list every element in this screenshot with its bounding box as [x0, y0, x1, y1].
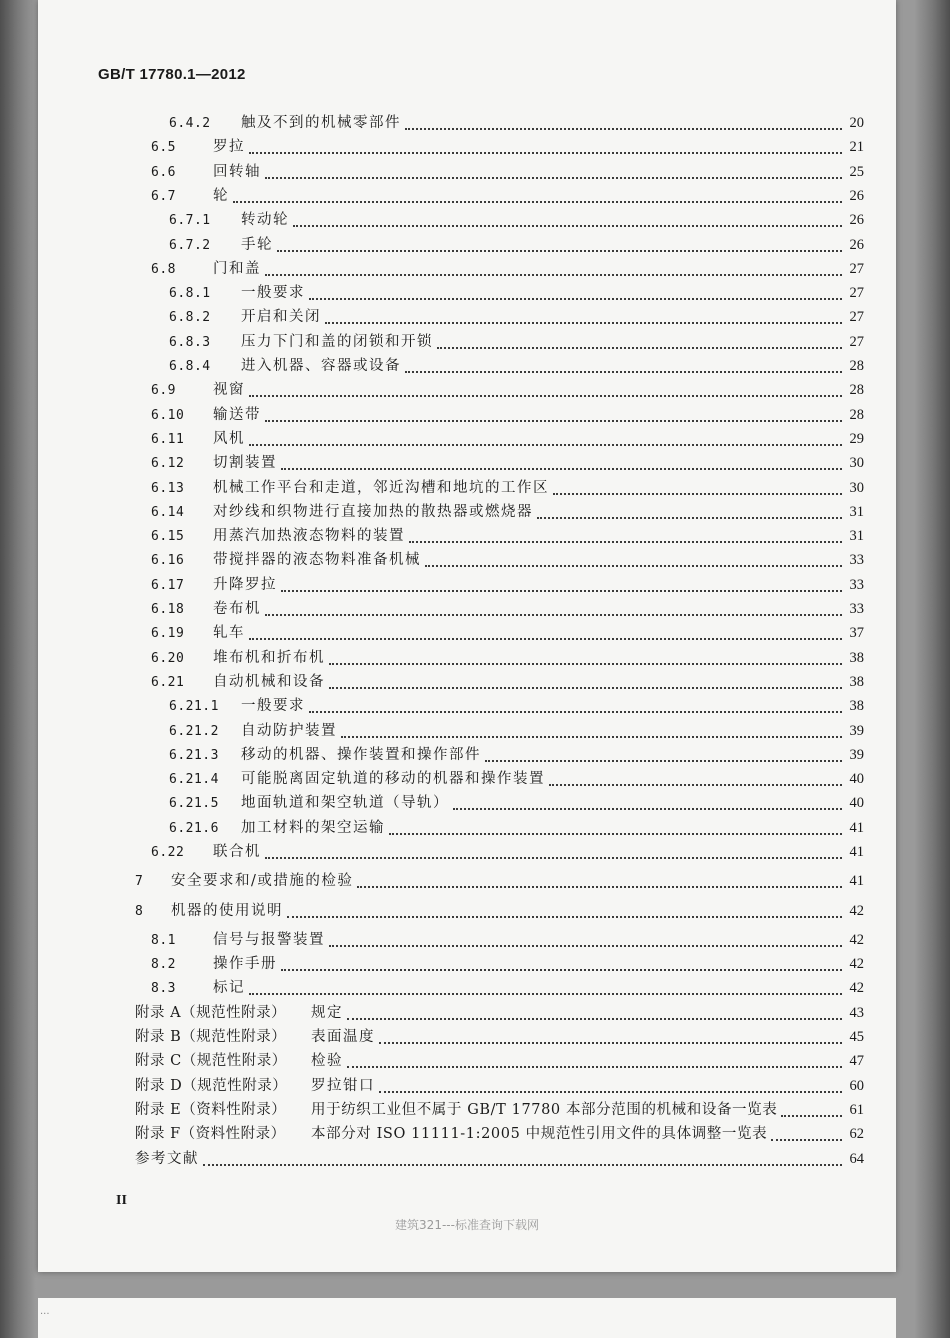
- toc-entry-number: 6.21.1: [169, 699, 219, 714]
- toc-entry-number: 6.14: [151, 505, 185, 520]
- toc-entry-page: 61: [849, 1102, 864, 1118]
- toc-entry-title: 回转轴: [213, 164, 261, 180]
- toc-entry-number: 6.20: [151, 651, 185, 666]
- toc-entry-page: 25: [849, 164, 864, 180]
- next-page-mark: ...: [40, 1306, 50, 1317]
- toc-entry-page: 45: [849, 1029, 864, 1045]
- toc-entry-number: 8: [135, 904, 144, 919]
- dot-leader: [549, 783, 842, 786]
- toc-entry[interactable]: [169, 767, 864, 791]
- toc-entry[interactable]: [151, 670, 864, 694]
- toc-entry-page: 39: [849, 747, 864, 763]
- toc-entry[interactable]: [169, 791, 864, 815]
- toc-entry-title: 地面轨道和架空轨道（导轨）: [241, 795, 449, 811]
- toc-entry-page: 47: [849, 1053, 864, 1069]
- toc-entry[interactable]: [135, 1074, 864, 1098]
- toc-entry-page: 38: [849, 650, 864, 666]
- toc-entry-number: 8.3: [151, 981, 176, 996]
- toc-entry-title: 可能脱离固定轨道的移动的机器和操作装置: [241, 771, 545, 787]
- toc-entry-title: 机械工作平台和走道，邻近沟槽和地坑的工作区: [213, 480, 549, 496]
- toc-entry-title: 机器的使用说明: [171, 903, 283, 919]
- toc-entry-number: 6.11: [151, 432, 185, 447]
- toc-entry-number: 6.7: [151, 189, 176, 204]
- toc-entry-page: 39: [849, 723, 864, 739]
- toc-entry[interactable]: [169, 111, 864, 135]
- toc-entry[interactable]: [151, 548, 864, 572]
- toc-entry-page: 30: [849, 455, 864, 471]
- toc-entry-title: 开启和关闭: [241, 309, 321, 325]
- toc-entry-title: 切割装置: [213, 455, 277, 471]
- toc-entry[interactable]: [135, 1122, 864, 1146]
- toc-entry-page: 42: [849, 956, 864, 972]
- toc-entry[interactable]: [169, 208, 864, 232]
- toc-entry-title: 进入机器、容器或设备: [241, 358, 401, 374]
- dot-leader: [287, 915, 842, 918]
- toc-entry-title: 输送带: [213, 407, 261, 423]
- toc-entry-page: 26: [849, 237, 864, 253]
- toc-entry-title: 对纱线和织物进行直接加热的散热器或燃烧器: [213, 504, 533, 520]
- toc-entry-number: 7: [135, 874, 144, 889]
- toc-entry-number: 6.21.4: [169, 772, 219, 787]
- dot-leader: [537, 516, 842, 519]
- toc-entry[interactable]: [151, 135, 864, 159]
- toc-entry-number: 6.8: [151, 262, 176, 277]
- dot-leader: [347, 1065, 842, 1068]
- toc-entry-title: 罗拉: [213, 139, 245, 155]
- dot-leader: [379, 1041, 842, 1044]
- toc-entry-page: 42: [849, 903, 864, 919]
- toc-entry-number: 6.13: [151, 481, 185, 496]
- next-page-edge: [38, 1298, 896, 1338]
- toc-entry-page: 60: [849, 1078, 864, 1094]
- toc-entry-title: 自动防护装置: [241, 723, 337, 739]
- toc-entry-title: 本部分对 ISO 11111-1:2005 中规范性引用文件的具体调整一览表: [311, 1126, 768, 1142]
- dot-leader: [265, 856, 842, 859]
- dot-leader: [409, 540, 842, 543]
- toc-entry[interactable]: [151, 378, 864, 402]
- toc-entry[interactable]: [135, 1147, 864, 1171]
- toc-entry-page: 26: [849, 212, 864, 228]
- toc-entry-title: 信号与报警装置: [213, 932, 325, 948]
- dot-leader: [249, 151, 842, 154]
- toc-entry-number: 6.8.3: [169, 335, 211, 350]
- dot-leader: [329, 686, 842, 689]
- toc-entry-number: 8.1: [151, 933, 176, 948]
- dot-leader: [453, 807, 842, 810]
- toc-entry-number: 6.8.4: [169, 359, 211, 374]
- dot-leader: [309, 710, 842, 713]
- dot-leader: [249, 443, 842, 446]
- toc-entry-number: 6.21.5: [169, 796, 219, 811]
- toc-entry-page: 33: [849, 601, 864, 617]
- toc-entry-page: 30: [849, 480, 864, 496]
- toc-entry[interactable]: [135, 899, 864, 923]
- dot-leader: [281, 968, 842, 971]
- toc-entry[interactable]: [151, 451, 864, 475]
- toc-entry[interactable]: [151, 476, 864, 500]
- toc-entry-page: 33: [849, 577, 864, 593]
- toc-entry-title: 带搅拌器的液态物料准备机械: [213, 552, 421, 568]
- toc-entry-title: 标记: [213, 980, 245, 996]
- toc-entry[interactable]: [151, 976, 864, 1000]
- toc-entry-page: 42: [849, 980, 864, 996]
- dot-leader: [329, 662, 842, 665]
- dot-leader: [771, 1138, 842, 1141]
- dot-leader: [233, 200, 842, 203]
- dot-leader: [437, 346, 842, 349]
- standard-header: GB/T 17780.1—2012: [98, 66, 246, 83]
- toc-entry-title: 触及不到的机械零部件: [241, 115, 401, 131]
- toc-entry-number: 6.8.1: [169, 286, 211, 301]
- toc-entry-page: 62: [849, 1126, 864, 1142]
- toc-entry-page: 28: [849, 382, 864, 398]
- toc-entry-page: 43: [849, 1005, 864, 1021]
- dot-leader: [389, 832, 842, 835]
- dot-leader: [347, 1017, 842, 1020]
- toc-entry[interactable]: [169, 694, 864, 718]
- toc-entry-number: 6.21.2: [169, 724, 219, 739]
- dot-leader: [281, 589, 842, 592]
- toc-entry[interactable]: [151, 427, 864, 451]
- toc-entry-page: 27: [849, 334, 864, 350]
- dot-leader: [309, 297, 842, 300]
- toc-entry-number: 6.7.2: [169, 238, 211, 253]
- toc-entry-page: 27: [849, 309, 864, 325]
- dot-leader: [293, 224, 842, 227]
- toc-entry-title: 检验: [311, 1053, 343, 1069]
- toc-entry[interactable]: [151, 646, 864, 670]
- toc-entry-number: 6.5: [151, 140, 176, 155]
- toc-entry-page: 41: [849, 820, 864, 836]
- toc-entry-title: 操作手册: [213, 956, 277, 972]
- toc-entry-page: 26: [849, 188, 864, 204]
- dot-leader: [249, 992, 842, 995]
- dot-leader: [281, 467, 842, 470]
- toc-entry-number: 附录 F（资料性附录）: [135, 1126, 286, 1142]
- toc-entry-title: 轮: [213, 188, 229, 204]
- toc-entry-page: 20: [849, 115, 864, 131]
- dot-leader: [265, 273, 842, 276]
- toc-entry[interactable]: [169, 233, 864, 257]
- toc-entry-title: 参考文献: [135, 1151, 199, 1167]
- toc-entry-title: 堆布机和折布机: [213, 650, 325, 666]
- toc-entry-title: 用蒸汽加热液态物料的装置: [213, 528, 405, 544]
- toc-entry-number: 8.2: [151, 957, 176, 972]
- toc-entry-number: 6.9: [151, 383, 176, 398]
- toc-entry[interactable]: [135, 869, 864, 893]
- toc-entry-number: 6.21.6: [169, 821, 219, 836]
- toc-entry[interactable]: [169, 816, 864, 840]
- toc-entry-number: 6.6: [151, 165, 176, 180]
- dot-leader: [781, 1114, 842, 1117]
- toc-entry[interactable]: [169, 743, 864, 767]
- document-page: [38, 0, 896, 1272]
- toc-entry[interactable]: [151, 524, 864, 548]
- toc-entry[interactable]: [135, 1049, 864, 1073]
- dot-leader: [277, 249, 842, 252]
- toc-entry-title: 罗拉钳口: [311, 1078, 375, 1094]
- toc-entry-page: 21: [849, 139, 864, 155]
- toc-entry-title: 安全要求和/或措施的检验: [171, 873, 354, 889]
- toc-entry[interactable]: [151, 621, 864, 645]
- dot-leader: [329, 944, 842, 947]
- dot-leader: [405, 370, 842, 373]
- toc-entry-number: 6.21: [151, 675, 185, 690]
- toc-entry-number: 6.7.1: [169, 213, 211, 228]
- toc-entry[interactable]: [151, 184, 864, 208]
- toc-entry[interactable]: [151, 403, 864, 427]
- toc-entry-title: 规定: [311, 1005, 343, 1021]
- toc-entry-title: 卷布机: [213, 601, 261, 617]
- toc-entry-number: 6.17: [151, 578, 185, 593]
- toc-entry-title: 升降罗拉: [213, 577, 277, 593]
- toc-entry[interactable]: [169, 330, 864, 354]
- toc-entry-title: 压力下门和盖的闭锁和开锁: [241, 334, 433, 350]
- dot-leader: [553, 492, 842, 495]
- toc-entry[interactable]: [135, 1025, 864, 1049]
- toc-entry[interactable]: [135, 1098, 864, 1122]
- dot-leader: [249, 394, 842, 397]
- toc-entry-title: 手轮: [241, 237, 273, 253]
- toc-entry-title: 联合机: [213, 844, 261, 860]
- toc-entry-page: 27: [849, 261, 864, 277]
- toc-entry-title: 一般要求: [241, 285, 305, 301]
- toc-entry[interactable]: [151, 500, 864, 524]
- toc-entry-title: 转动轮: [241, 212, 289, 228]
- dot-leader: [405, 127, 842, 130]
- toc-entry-title: 一般要求: [241, 698, 305, 714]
- toc-entry-title: 视窗: [213, 382, 245, 398]
- dot-leader: [357, 885, 842, 888]
- toc-entry-title: 表面温度: [311, 1029, 375, 1045]
- dot-leader: [203, 1163, 842, 1166]
- toc-entry-title: 自动机械和设备: [213, 674, 325, 690]
- toc-entry-page: 40: [849, 795, 864, 811]
- toc-entry[interactable]: [151, 257, 864, 281]
- toc-entry-page: 28: [849, 407, 864, 423]
- toc-entry[interactable]: [151, 928, 864, 952]
- toc-entry[interactable]: [151, 160, 864, 184]
- dot-leader: [341, 735, 842, 738]
- dot-leader: [379, 1090, 842, 1093]
- toc-entry-number: 附录 D（规范性附录）: [135, 1078, 288, 1094]
- toc-entry[interactable]: [169, 354, 864, 378]
- watermark: 建筑321---标准查询下载网: [395, 1218, 539, 1232]
- dot-leader: [265, 419, 842, 422]
- dot-leader: [485, 759, 842, 762]
- toc-entry-page: 38: [849, 674, 864, 690]
- toc-entry-page: 40: [849, 771, 864, 787]
- toc-entry[interactable]: [135, 1001, 864, 1025]
- toc-entry-title: 风机: [213, 431, 245, 447]
- toc-entry-number: 6.21.3: [169, 748, 219, 763]
- toc-entry-page: 28: [849, 358, 864, 374]
- toc-entry-page: 29: [849, 431, 864, 447]
- page-number: II: [116, 1193, 127, 1208]
- toc-entry-number: 附录 B（规范性附录）: [135, 1029, 287, 1045]
- toc-entry[interactable]: [169, 305, 864, 329]
- toc-entry-title: 用于纺织工业但不属于 GB/T 17780 本部分范围的机械和设备一览表: [311, 1102, 778, 1118]
- toc-entry-number: 附录 A（规范性附录）: [135, 1005, 287, 1021]
- toc-entry-page: 27: [849, 285, 864, 301]
- toc-entry[interactable]: [151, 840, 864, 864]
- toc-entry-page: 37: [849, 625, 864, 641]
- toc-entry-title: 加工材料的架空运输: [241, 820, 385, 836]
- toc-entry-number: 6.18: [151, 602, 185, 617]
- toc-entry[interactable]: [151, 952, 864, 976]
- dot-leader: [265, 176, 842, 179]
- dot-leader: [249, 637, 842, 640]
- toc-entry-page: 64: [849, 1151, 864, 1167]
- toc-entry[interactable]: [169, 719, 864, 743]
- toc-entry-number: 附录 E（资料性附录）: [135, 1102, 287, 1118]
- toc-entry-number: 6.22: [151, 845, 185, 860]
- toc-entry-page: 33: [849, 552, 864, 568]
- dot-leader: [425, 564, 842, 567]
- toc-entry-page: 38: [849, 698, 864, 714]
- toc-entry-page: 42: [849, 932, 864, 948]
- toc-entry-page: 31: [849, 528, 864, 544]
- toc-entry[interactable]: [151, 573, 864, 597]
- toc-entry-page: 41: [849, 844, 864, 860]
- toc-entry-title: 移动的机器、操作装置和操作部件: [241, 747, 481, 763]
- toc-entry-number: 6.19: [151, 626, 185, 641]
- toc-entry-number: 6.10: [151, 408, 185, 423]
- toc-entry[interactable]: [169, 281, 864, 305]
- toc-entry-number: 附录 C（规范性附录）: [135, 1053, 287, 1069]
- toc-entry-page: 41: [849, 873, 864, 889]
- toc-entry-number: 6.8.2: [169, 310, 211, 325]
- toc-entry-number: 6.4.2: [169, 116, 211, 131]
- dot-leader: [325, 321, 842, 324]
- toc-entry-title: 门和盖: [213, 261, 261, 277]
- toc-entry-number: 6.15: [151, 529, 185, 544]
- toc-entry-number: 6.16: [151, 553, 185, 568]
- toc-entry-page: 31: [849, 504, 864, 520]
- toc-entry-number: 6.12: [151, 456, 185, 471]
- toc-entry[interactable]: [151, 597, 864, 621]
- toc-entry-title: 轧车: [213, 625, 245, 641]
- dot-leader: [265, 613, 842, 616]
